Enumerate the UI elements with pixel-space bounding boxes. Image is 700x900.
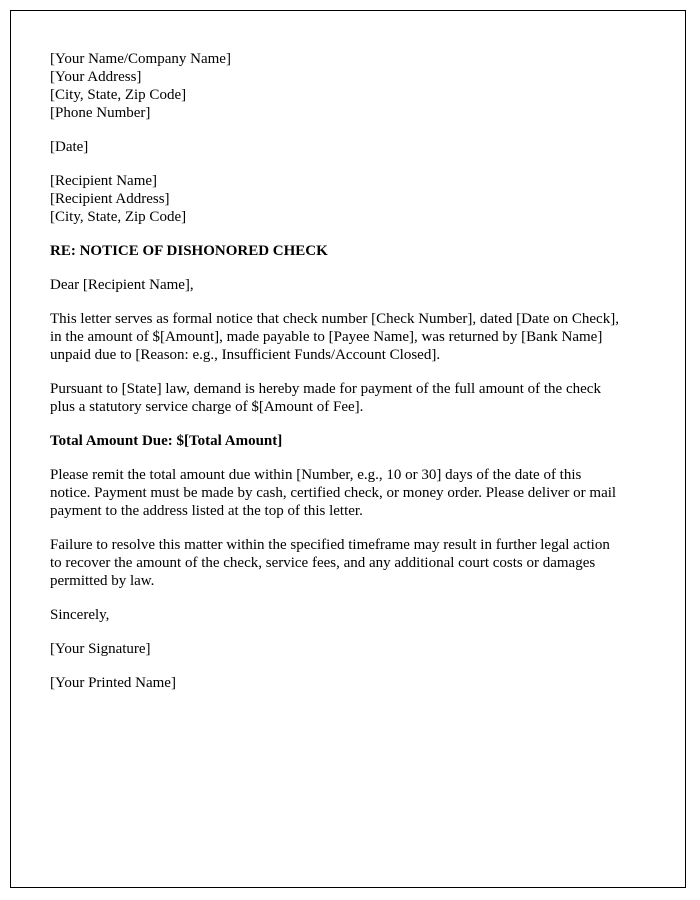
- letter-content: [50, 50, 624, 692]
- sender-name: [Your Name/Company Name]: [50, 51, 231, 67]
- sender-city-state-zip: [City, State, Zip Code]: [50, 87, 187, 103]
- sender-address: [Your Address]: [50, 69, 142, 85]
- salutation: Dear [Recipient Name],: [50, 277, 194, 293]
- recipient-address: [Recipient Address]: [50, 191, 170, 207]
- paragraph-notice: This letter serves as formal notice that check number [Check Number], dated [Date on Check], in the amount of $[Amount], made payable to [Payee Name], was returned by [Bank Name] unpaid due to [Reason: e.g., Insufficient Funds/Account Closed].: [50, 311, 619, 363]
- letter-date: [Date]: [50, 139, 89, 155]
- sender-phone: [Phone Number]: [50, 105, 151, 121]
- recipient-address-block: [50, 172, 624, 226]
- paragraph-failure: Failure to resolve this matter within the specified timeframe may result in further legal action to recover the amount of the check, service fees, and any additional court costs or damages permitted by law.: [50, 537, 610, 589]
- paragraph-demand: Pursuant to [State] law, demand is hereby made for payment of the full amount of the check plus a statutory service charge of $[Amount of Fee].: [50, 381, 601, 415]
- paragraph-remit: Please remit the total amount due within [Number, e.g., 10 or 30] days of the date of this notice. Payment must be made by cash, certified check, or money order. Please deliver or mail payment to the address listed at the top of this letter.: [50, 467, 617, 519]
- printed-name-placeholder: [Your Printed Name]: [50, 675, 176, 691]
- closing: Sincerely,: [50, 607, 110, 623]
- signature-placeholder: [Your Signature]: [50, 641, 151, 657]
- recipient-city-state-zip: [City, State, Zip Code]: [50, 209, 187, 225]
- recipient-name: [Recipient Name]: [50, 173, 158, 189]
- sender-address-block: [50, 50, 624, 122]
- letter-page: [10, 10, 686, 888]
- subject-line: RE: NOTICE OF DISHONORED CHECK: [50, 243, 328, 259]
- total-amount-due: Total Amount Due: $[Total Amount]: [50, 433, 283, 449]
